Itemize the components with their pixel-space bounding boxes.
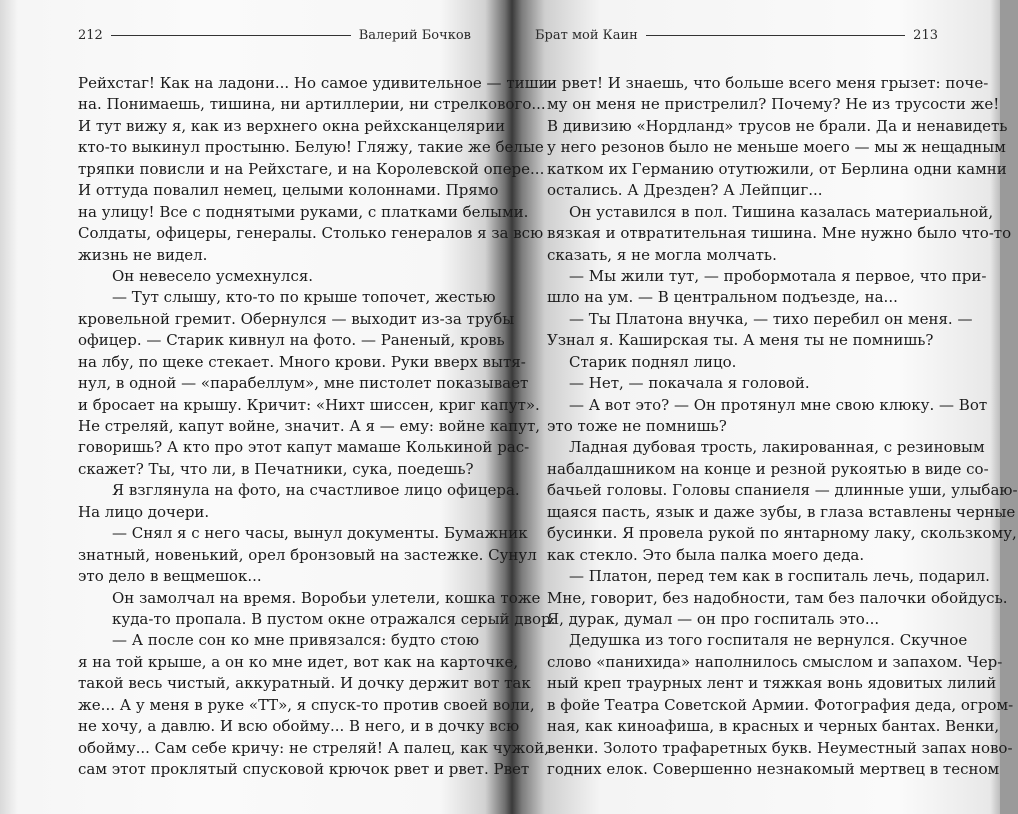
text-line: и рвет! И знаешь, что больше всего меня грызет: поче- <box>547 74 989 92</box>
text-line: вязкая и отвратительная тишина. Мне нужно было что-то <box>547 224 1012 243</box>
right-page-header <box>535 28 938 43</box>
text-line: Я взглянула на фото, на счастливое лицо офицера. <box>112 481 520 500</box>
text-line: Дедушка из того госпиталя не вернулся. Скучное <box>569 631 968 650</box>
text-line: ный креп траурных лент и тяжкая вонь ядовитых лилий <box>547 674 997 693</box>
text-line: знатный, новенький, орел бронзовый на застежке. Сунул <box>78 545 537 564</box>
text-line: в фойе Театра Советской Армии. Фотография деда, огром- <box>547 695 1014 714</box>
text-line: Солдаты, офицеры, генералы. Столько генералов я за всю <box>78 224 544 243</box>
text-line: — Тут слышу, кто-то по крыше топочет, жестью <box>112 288 496 307</box>
text-line: — А после сон ко мне привязался: будто стою <box>112 631 480 650</box>
text-line: на. Понимаешь, тишина, ни артиллерии, ни стрелкового... <box>78 95 546 114</box>
text-line: катком их Германию отутюжили, от Берлина одни камни <box>547 159 1007 178</box>
text-line: сам этот проклятый спусковой крючок рвет и рвет. Рвет <box>78 760 530 778</box>
text-line: Я, дурак, думал — он про госпиталь это... <box>547 609 880 628</box>
text-line: такой весь чистый, аккуратный. И дочку держит вот так <box>78 674 531 693</box>
text-line: Он невесело усмехнулся. <box>112 266 314 285</box>
text-line: куда-то пропала. В пустом окне отражался серый двор. <box>112 609 556 628</box>
text-line: это дело в вещмешок... <box>78 567 262 586</box>
text-line: На лицо дочери. <box>78 502 210 521</box>
text-line: Ладная дубовая трость, лакированная, с резиновым <box>569 438 985 457</box>
text-line: и бросает на крышу. Кричит: «Нихт шиссен, криг капут». <box>78 395 540 414</box>
text-line: на лбу, по щеке стекает. Много крови. Руки вверх вытя- <box>78 352 526 371</box>
left-page-text <box>78 73 556 780</box>
text-line: И тут вижу я, как из верхнего окна рейхсканцелярии <box>78 116 506 135</box>
text-line: кровельной гремит. Обернулся — выходит из-за трубы <box>78 309 515 328</box>
text-line: тряпки повисли и на Рейхстаге, и на Королевской опере... <box>78 159 545 178</box>
text-line: Мне, говорит, без надобности, там без палочки обойдусь. <box>547 588 1008 607</box>
header-rule <box>111 35 351 36</box>
text-line: венки. Золото трафаретных букв. Неуместный запах ново- <box>547 738 1013 757</box>
header-rule <box>646 35 905 36</box>
text-line: щаяся пасть, язык и даже зубы, в глаза вставлены черные <box>547 502 1016 521</box>
text-line: не хочу, а давлю. И всю обойму... В него, и в дочку всю <box>78 717 520 736</box>
text-line: — Нет, — покачала я головой. <box>569 374 810 393</box>
right-page-number: 213 <box>913 28 938 43</box>
right-page <box>515 0 1018 814</box>
text-line: у него резонов было не меньше моего — мы ж нещадным <box>547 138 1006 157</box>
text-line: годних елок. Совершенно незнакомый мертвец в тесном <box>547 760 1000 778</box>
text-line: кто-то выкинул простыню. Белую! Гляжу, такие же белые <box>78 138 544 157</box>
text-line: ная, как киноафиша, в красных и черных бантах. Венки, <box>547 717 1000 736</box>
text-line: — Ты Платона внучка, — тихо перебил он меня. — <box>569 309 973 328</box>
text-line: же... А у меня в руке «ТТ», я спуск-то против своей воли, <box>78 695 535 714</box>
text-line: бачьей головы. Головы спаниеля — длинные уши, улыбаю- <box>547 481 1018 500</box>
text-line: на улицу! Все с поднятыми руками, с платками белыми. <box>78 202 529 221</box>
text-line: как стекло. Это была палка моего деда. <box>547 545 865 564</box>
text-line: В дивизию «Нордланд» трусов не брали. Да и ненавидеть <box>547 116 1008 135</box>
left-page-header <box>78 28 471 43</box>
text-line: это тоже не помнишь? <box>547 417 727 435</box>
left-running-head: Валерий Бочков <box>358 28 471 43</box>
text-line: жизнь не видел. <box>78 245 208 264</box>
text-line: сказать, я не могла молчать. <box>547 245 777 264</box>
text-line: шло на ум. — В центральном подъезде, на... <box>547 288 898 307</box>
text-line: — Мы жили тут, — пробормотала я первое, что при- <box>569 266 987 285</box>
text-line: обойму... Сам себе кричу: не стреляй! А палец, как чужой, <box>78 738 550 757</box>
text-line: Не стреляй, капут войне, значит. А я — ему: войне капут, <box>78 417 541 435</box>
text-line: Рейхстаг! Как на ладони... Но самое удивительное — тиши- <box>78 74 554 92</box>
text-line: Старик поднял лицо. <box>569 352 737 371</box>
text-line: офицер. — Старик кивнул на фото. — Раненый, кровь <box>78 331 505 350</box>
text-line: Узнал я. Каширская ты. А меня ты не помнишь? <box>547 331 934 350</box>
text-line: Он замолчал на время. Воробьи улетели, кошка тоже <box>112 588 541 607</box>
text-line: скажет? Ты, что ли, в Печатники, сука, поедешь? <box>78 459 474 478</box>
text-line: бусинки. Я провела рукой по янтарному лаку, скользкому, <box>547 524 1017 543</box>
text-line: — А вот это? — Он протянул мне свою клюку. — Вот <box>569 395 988 414</box>
text-line: Он уставился в пол. Тишина казалась материальной, <box>569 202 994 221</box>
text-line: остались. А Дрезден? А Лейпциг... <box>547 181 823 200</box>
text-line: — Платон, перед тем как в госпиталь лечь, подарил. <box>569 567 990 586</box>
right-running-head: Брат мой Каин <box>535 28 638 43</box>
text-line: набалдашником на конце и резной рукоятью в виде со- <box>547 459 989 478</box>
text-line: нул, в одной — «парабеллум», мне пистолет показывает <box>78 374 529 393</box>
text-line: говоришь? А кто про этот капут мамаше Колькиной рас- <box>78 438 530 457</box>
text-line: И оттуда повалил немец, целыми колоннами. Прямо <box>78 181 499 200</box>
left-page-number: 212 <box>78 28 103 43</box>
text-line: я на той крыше, а он ко мне идет, вот как на карточке, <box>78 652 519 671</box>
text-line: — Снял я с него часы, вынул документы. Бумажник <box>112 524 528 543</box>
text-line: слово «панихида» наполнилось смыслом и запахом. Чер- <box>547 652 1003 671</box>
right-page-text <box>547 73 1018 780</box>
text-line: му он меня не пристрелил? Почему? Не из трусости же! <box>547 95 1000 114</box>
